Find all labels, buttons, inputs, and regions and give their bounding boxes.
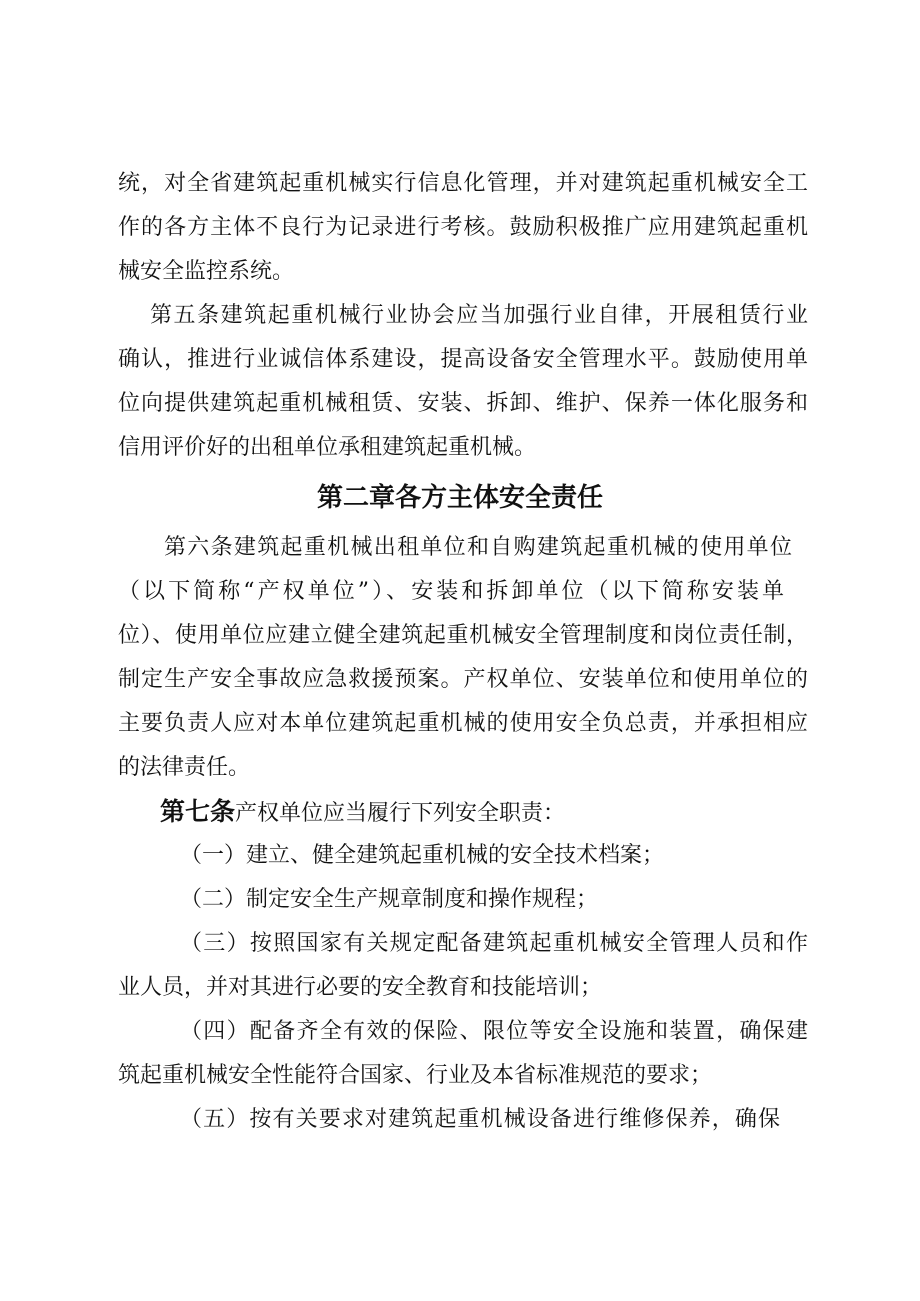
text-line: 筑起重机械安全性能符合国家、行业及本省标准规范的要求； (118, 1063, 713, 1088)
paragraph-article-7 (160, 790, 760, 834)
text-line: （四）配备齐全有效的保险、限位等安全设施和装置，确保建 (180, 1019, 808, 1044)
list-item: （五）按有关要求对建筑起重机械设备进行维修保养，确保 (180, 1107, 780, 1132)
text-line: 主要负责人应对本单位建筑起重机械的使用安全负总责，并承担相应 (118, 711, 808, 736)
article-label: 第七条 (160, 797, 236, 826)
text-line: 制定生产安全事故应急救援预案。产权单位、安装单位和使用单位的 (118, 667, 808, 692)
article-text: 产权单位应当履行下列安全职责： (235, 801, 566, 826)
list-item: （一）建立、健全建筑起重机械的安全技术档案； (180, 843, 665, 868)
text-line: 第六条建筑起重机械出租单位和自购建筑起重机械的使用单位 (164, 535, 792, 560)
text-line: 信用评价好的出租单位承租建筑起重机械。 (118, 435, 537, 460)
text-line: 统，对全省建筑起重机械实行信息化管理，并对建筑起重机械安全工 (118, 171, 808, 196)
text-line: 作的各方主体不良行为记录进行考核。鼓励积极推广应用建筑起重机 (118, 215, 808, 240)
text-line: 的法律责任。 (118, 755, 251, 780)
text-line: 业人员，并对其进行必要的安全教育和技能培训； (118, 975, 603, 1000)
text-line: 第五条建筑起重机械行业协会应当加强行业自律，开展租赁行业 (150, 303, 808, 328)
text-line: 确认，推进行业诚信体系建设，提高设备安全管理水平。鼓励使用单 (118, 347, 808, 372)
chapter-heading: 第二章各方主体安全责任 (316, 483, 603, 513)
text-line: 位）、使用单位应建立健全建筑起重机械安全管理制度和岗位责任制， (118, 623, 808, 648)
text-line: （以下简称“产权单位”）、安装和拆卸单位（以下简称安装单 (118, 579, 784, 604)
text-line: 械安全监控系统。 (118, 259, 295, 284)
list-item: （二）制定安全生产规章制度和操作规程； (180, 887, 599, 912)
text-line: （三）按照国家有关规定配备建筑起重机械安全管理人员和作 (180, 931, 808, 956)
text-line: 位向提供建筑起重机械租赁、安装、拆卸、维护、保养一体化服务和 (118, 391, 808, 416)
